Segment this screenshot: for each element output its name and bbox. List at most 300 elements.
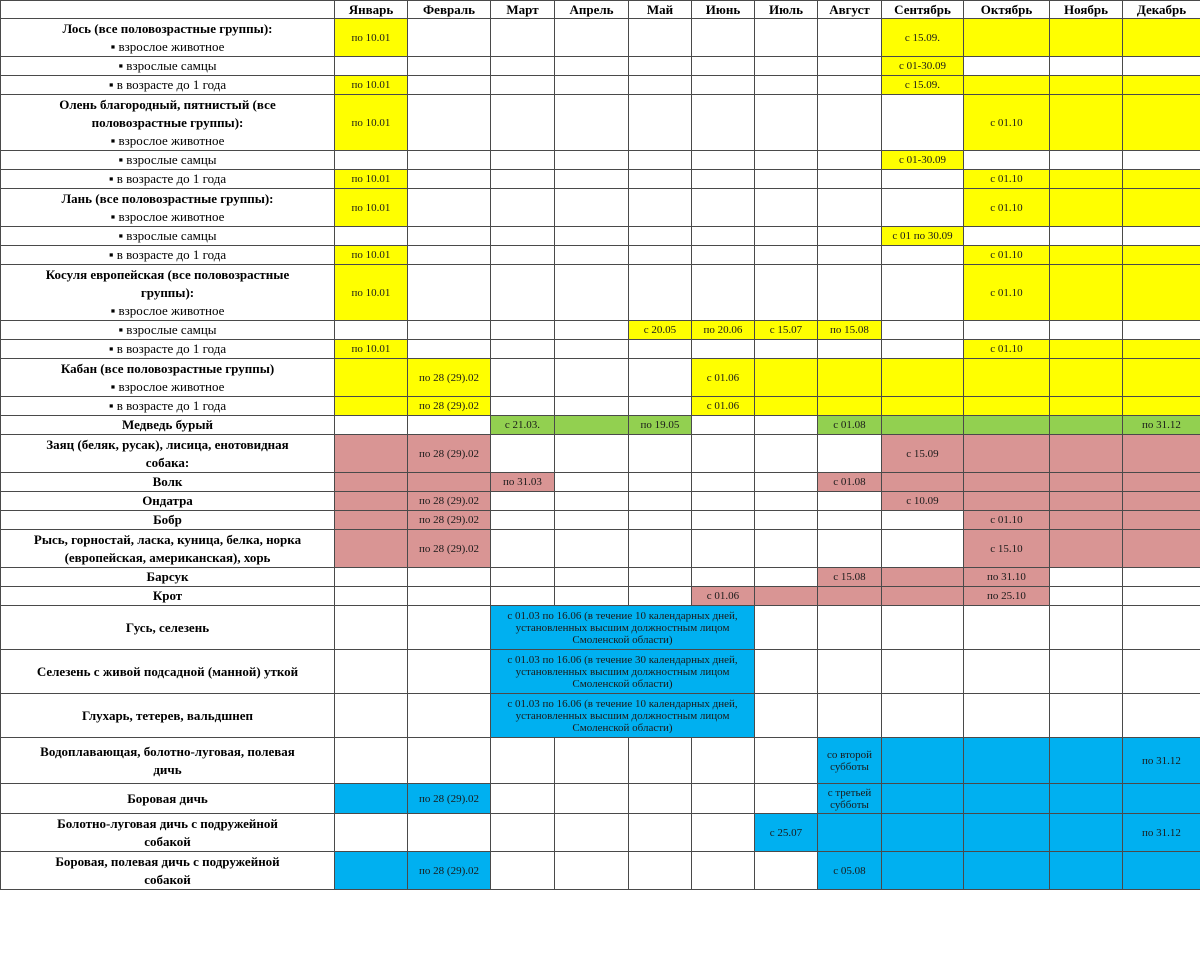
season-cell [491,852,555,890]
season-cell [335,814,408,852]
species-label-line: ▪ взрослое животное [110,378,225,394]
season-date: с 01.06 [706,590,740,602]
season-cell [964,340,1050,359]
season-cell [555,321,629,340]
season-cell [1050,265,1123,321]
species-label-line: половозрастные группы): [91,114,244,130]
season-cell [964,814,1050,852]
species-label-line: Бобр [153,512,182,527]
season-cell [408,784,491,814]
season-cell [692,511,755,530]
season-cell [818,784,882,814]
season-cell [818,170,882,189]
season-cell [882,606,964,650]
season-cell [408,151,491,170]
season-date: по 28 (29).02 [419,864,479,877]
season-cell [335,852,408,890]
season-cell [1123,694,1200,738]
season-cell [491,606,755,650]
table-row [1,852,1200,890]
season-cell [755,587,818,606]
species-label-line: ▪ взрослое животное [110,132,225,148]
species-label-line: Селезень с живой подсадной (манной) уткой [36,663,299,679]
season-cell [964,568,1050,587]
species-cell [1,151,335,170]
season-cell [1050,606,1123,650]
season-cell [1123,492,1200,511]
season-cell [1123,321,1200,340]
season-cell [629,19,692,57]
table-row [1,246,1200,265]
season-cell [491,492,555,511]
species-cell [1,492,335,511]
season-date: по 25.10 [987,590,1026,602]
month-header: Июнь [692,1,755,19]
season-cell [1123,340,1200,359]
season-cell [491,473,555,492]
season-cell [755,170,818,189]
table-row [1,170,1200,189]
species-label-line: Болотно-луговая дичь с подружейной [57,815,278,831]
season-cell [882,530,964,568]
season-cell [882,587,964,606]
season-cell [629,397,692,416]
season-date: с 01.10 [990,249,1023,261]
season-cell [964,511,1050,530]
season-date: с 20.05 [643,324,677,336]
season-cell [408,170,491,189]
month-header: Январь [335,1,408,19]
season-cell [555,852,629,890]
species-label-line: ▪ в возрасте до 1 года [108,77,227,92]
season-cell [1123,265,1200,321]
species-cell [1,170,335,189]
species-cell [1,606,335,650]
season-cell [692,76,755,95]
table-row [1,189,1200,227]
season-date: с 01.10 [990,343,1023,355]
season-cell [818,738,882,784]
season-cell [629,151,692,170]
season-cell [1050,511,1123,530]
season-cell [1050,694,1123,738]
season-cell [1123,650,1200,694]
season-cell [335,397,408,416]
season-cell [964,170,1050,189]
season-date: с 01-30.09 [898,154,947,166]
season-cell [408,57,491,76]
season-cell [818,95,882,151]
species-cell [1,397,335,416]
season-date: с 10.09 [906,495,939,507]
season-cell [755,814,818,852]
season-cell [755,473,818,492]
season-cell [882,76,964,95]
season-cell [755,606,818,650]
species-label-line: Олень благородный, пятнистый (все [59,96,276,112]
season-cell [1050,587,1123,606]
species-cell [1,587,335,606]
season-cell [1050,784,1123,814]
season-cell [408,265,491,321]
season-cell [882,95,964,151]
season-date: по 10.01 [351,31,391,44]
season-cell [335,57,408,76]
season-cell [555,227,629,246]
species-label-line: Боровая, полевая дичь с подружейной [55,853,280,869]
species-cell [1,814,335,852]
species-label-line: Ондатра [142,493,193,508]
species-label-line: Лань (все половозрастные группы): [61,190,274,206]
season-date: по 10.01 [351,343,391,355]
season-cell [692,852,755,890]
season-date: с 01.10 [990,201,1023,214]
species-cell [1,416,335,435]
season-cell [818,227,882,246]
season-cell [408,473,491,492]
season-cell [1123,57,1200,76]
species-label-line: Медведь бурый [122,417,213,432]
season-cell [755,511,818,530]
season-cell [755,530,818,568]
season-cell [1123,784,1200,814]
season-cell [555,568,629,587]
season-cell [692,492,755,511]
season-cell [692,416,755,435]
season-date: с 01 по 30.09 [892,230,953,242]
season-cell [818,852,882,890]
season-date: по 10.01 [351,173,391,185]
month-header: Декабрь [1123,1,1200,19]
season-cell [692,568,755,587]
season-cell [818,435,882,473]
season-cell [1050,530,1123,568]
season-date: по 10.01 [351,249,391,261]
season-cell [491,265,555,321]
season-cell [818,76,882,95]
season-cell [408,852,491,890]
season-cell [335,170,408,189]
season-cell [1123,227,1200,246]
month-header: Октябрь [964,1,1050,19]
season-date: с 01.08 [833,419,866,431]
season-cell [335,321,408,340]
season-cell [491,359,555,397]
season-cell [1050,19,1123,57]
season-cell [692,814,755,852]
season-cell [882,738,964,784]
table-row [1,416,1200,435]
season-cell [491,694,755,738]
table-body [1,19,1200,890]
season-cell [1050,650,1123,694]
season-cell [692,57,755,76]
season-cell [964,784,1050,814]
season-cell [1050,568,1123,587]
season-cell [882,151,964,170]
season-cell [555,473,629,492]
season-date: по 28 (29).02 [419,371,479,384]
season-cell [692,246,755,265]
table-row [1,694,1200,738]
season-cell [818,473,882,492]
season-cell [692,587,755,606]
season-date: с 15.10 [990,542,1023,555]
season-cell [964,492,1050,511]
species-cell [1,473,335,492]
season-cell [629,738,692,784]
table-row [1,76,1200,95]
season-cell [692,95,755,151]
month-header: Июль [755,1,818,19]
corner-cell [1,1,335,19]
season-cell [755,492,818,511]
season-cell [882,492,964,511]
species-label-line: ▪ взрослые самцы [118,152,217,167]
season-cell [818,606,882,650]
season-cell [555,57,629,76]
species-label-line: ▪ взрослые самцы [118,322,217,337]
season-cell [491,246,555,265]
season-cell [335,246,408,265]
season-cell [491,340,555,359]
season-cell [964,606,1050,650]
season-cell [1123,170,1200,189]
season-cell [629,435,692,473]
season-cell [629,814,692,852]
season-date: с 21.03. [504,419,541,431]
season-date: по 10.01 [351,286,391,299]
species-cell [1,57,335,76]
month-header: Февраль [408,1,491,19]
species-label-line: собакой [144,871,191,887]
season-cell [1123,473,1200,492]
season-cell [755,76,818,95]
season-cell [882,189,964,227]
season-cell [629,852,692,890]
season-date: с 01-30.09 [898,60,947,72]
season-cell [1123,359,1200,397]
season-cell [335,227,408,246]
season-cell [335,265,408,321]
table-row [1,473,1200,492]
season-cell [408,227,491,246]
season-cell [818,492,882,511]
season-cell [755,57,818,76]
season-cell [491,650,755,694]
table-row [1,359,1200,397]
season-cell [408,530,491,568]
season-cell [1050,492,1123,511]
season-date: по 31.12 [1142,419,1181,431]
species-label-line: ▪ взрослые самцы [118,228,217,243]
season-date: по 19.05 [640,419,680,431]
season-cell [335,19,408,57]
table-row [1,19,1200,57]
season-date: по 28 (29).02 [419,792,479,805]
season-cell [964,397,1050,416]
species-label-line: Волк [152,474,183,489]
season-cell [555,492,629,511]
season-cell [491,321,555,340]
season-cell [755,568,818,587]
season-cell [408,568,491,587]
season-cell [882,416,964,435]
season-cell [491,435,555,473]
season-date: по 28 (29).02 [419,495,479,507]
season-cell [491,530,555,568]
season-cell [408,606,491,650]
season-cell [408,492,491,511]
season-cell [491,170,555,189]
season-date: с 05.08 [833,864,866,877]
season-cell [408,416,491,435]
species-label-line: (европейская, американская), хорь [64,549,271,565]
species-cell [1,852,335,890]
species-label-line: ▪ в возрасте до 1 года [108,341,227,356]
season-cell [755,784,818,814]
season-date: по 10.01 [351,201,391,214]
season-cell [335,784,408,814]
season-date: по 31.12 [1142,826,1181,839]
season-cell [882,397,964,416]
species-cell [1,19,335,57]
season-cell [1123,814,1200,852]
table-row [1,151,1200,170]
season-cell [818,57,882,76]
season-cell [629,416,692,435]
season-cell [1050,340,1123,359]
season-cell [1050,189,1123,227]
table-row [1,95,1200,151]
season-cell [491,189,555,227]
season-cell [629,784,692,814]
species-label-line: собака: [145,454,190,470]
species-label-line: Заяц (беляк, русак), лисица, енотовидная [46,436,289,452]
season-cell [818,19,882,57]
season-cell [818,568,882,587]
season-cell [818,359,882,397]
season-cell [555,19,629,57]
season-date: с 01.10 [990,514,1023,526]
season-cell [629,359,692,397]
season-cell [1050,321,1123,340]
table-row [1,57,1200,76]
season-cell [491,95,555,151]
season-cell [408,435,491,473]
season-cell [964,57,1050,76]
season-cell [335,650,408,694]
season-cell [1050,95,1123,151]
season-cell [1050,227,1123,246]
season-cell [1123,435,1200,473]
season-cell [818,321,882,340]
season-date: с 15.09. [904,79,941,91]
season-cell [818,416,882,435]
season-cell [408,814,491,852]
season-cell [491,151,555,170]
season-cell [692,397,755,416]
season-cell [882,246,964,265]
season-cell [491,416,555,435]
species-label-line: Рысь, горностай, ласка, куница, белка, норка [33,531,302,547]
season-cell [755,852,818,890]
season-cell [408,95,491,151]
season-cell [335,473,408,492]
season-cell [629,57,692,76]
season-cell [629,76,692,95]
season-date: по 28 (29).02 [419,400,479,412]
season-cell [1123,738,1200,784]
season-cell [692,530,755,568]
season-cell [964,416,1050,435]
season-cell [629,492,692,511]
table-row [1,606,1200,650]
season-cell [629,95,692,151]
season-cell [1050,852,1123,890]
season-cell [755,650,818,694]
season-date: с третьей субботы [827,786,872,811]
season-date: по 15.08 [830,324,869,336]
table-row [1,784,1200,814]
season-cell [555,587,629,606]
season-cell [755,340,818,359]
season-cell [1050,57,1123,76]
table-row [1,227,1200,246]
season-cell [491,587,555,606]
season-cell [555,416,629,435]
season-cell [1123,587,1200,606]
table-row [1,814,1200,852]
season-cell [1050,76,1123,95]
month-header: Март [491,1,555,19]
season-cell [408,650,491,694]
season-cell [1123,76,1200,95]
season-cell [1050,246,1123,265]
season-cell [491,57,555,76]
species-label-line: Барсук [146,569,189,584]
season-cell [555,170,629,189]
season-cell [335,511,408,530]
species-label-line: Крот [152,588,183,603]
header-row [1,1,1200,19]
season-cell [692,340,755,359]
species-label-line: ▪ в возрасте до 1 года [108,171,227,186]
season-cell [335,738,408,784]
season-date: по 31.03 [503,476,542,488]
season-cell [882,340,964,359]
species-label-line: Косуля европейская (все половозрастные [45,266,290,282]
season-cell [964,321,1050,340]
season-cell [882,568,964,587]
table-row [1,340,1200,359]
season-cell [755,151,818,170]
season-cell [882,359,964,397]
season-cell [692,784,755,814]
species-label-line: ▪ взрослое животное [110,302,225,318]
season-cell [755,397,818,416]
season-cell [408,246,491,265]
season-cell [1050,397,1123,416]
species-label-line: ▪ в возрасте до 1 года [108,398,227,413]
season-cell [964,265,1050,321]
season-cell [408,76,491,95]
season-cell [964,19,1050,57]
species-label-line: собакой [144,833,191,849]
season-cell [1050,359,1123,397]
season-cell [491,511,555,530]
season-cell [692,321,755,340]
